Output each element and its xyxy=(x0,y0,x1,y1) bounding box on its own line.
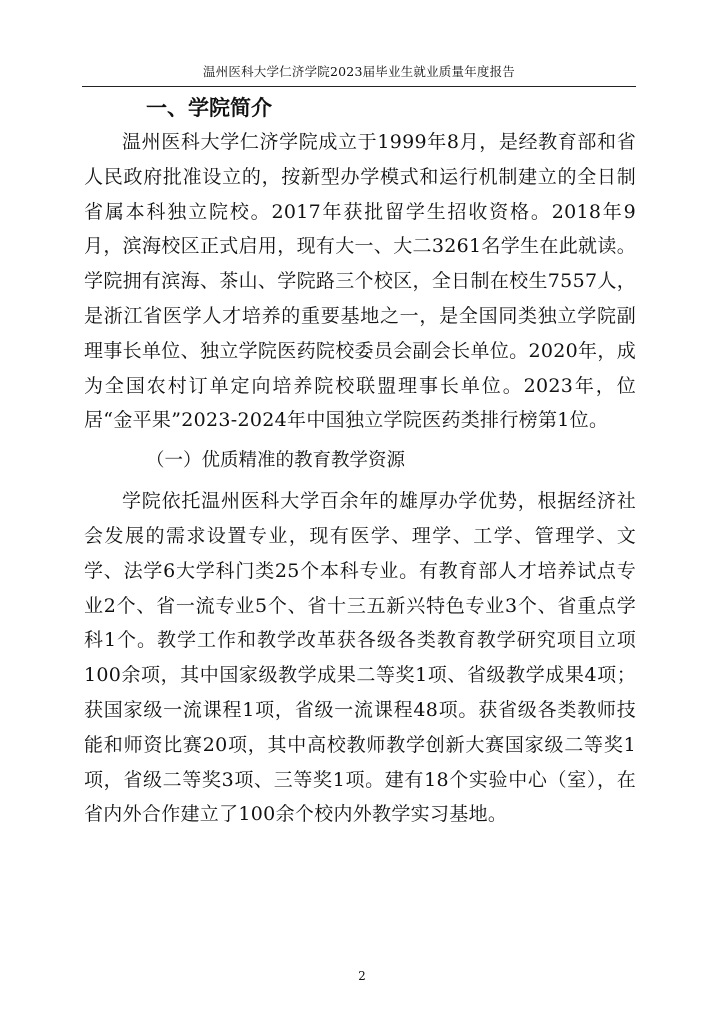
subsection-paragraph: 学院依托温州医科大学百余年的雄厚办学优势，根据经济社会发展的需求设置专业，现有医学、理学、工学、管理学、文学、法学6大学科门类25个本科专业。有教育部人才培养试点专业2个、省一流专业5个、省十三五新兴特色专业3个、省重点学科1个。教学工作和教学改革获各级各类教育教学研究项目立项100余项，其中国家级教学成果二等奖1项、省级教学成果4项；获国家级一流课程1项，省级一流课程48项。获省级各类教师技能和师资比赛20项，其中高校教师教学创新大赛国家级二等奖1项，省级二等奖3项、三等奖1项。建有18个实验中心（室），在省内外合作建立了100余个校内外教学实习基地。 xyxy=(84,490,636,826)
section-heading: 一、学院简介 xyxy=(146,96,272,120)
page-number: 2 xyxy=(358,969,366,983)
intro-paragraph: 温州医科大学仁济学院成立于1999年8月，是经教育部和省人民政府批准设立的，按新型办学模式和运行机制建立的全日制省属本科独立院校。2017年获批留学生招收资格。2018年9月，滨海校区正式启用，现有大一、大二3261名学生在此就读。学院拥有滨海、茶山、学院路三个校区，全日制在校生7557人，是浙江省医学人才培养的重要基地之一，是全国同类独立学院副理事长单位、独立学院医药院校委员会副会长单位。2020年，成为全国农村订单定向培养院校联盟理事长单位。2023年，位居“金平果”2023-2024年中国独立学院医药类排行榜第1位。 xyxy=(84,131,636,432)
page-content xyxy=(84,91,636,832)
page-header: 温州医科大学仁济学院2023届毕业生就业质量年度报告 xyxy=(82,62,636,87)
subsection-heading: （一）优质精准的教育教学资源 xyxy=(146,450,406,472)
